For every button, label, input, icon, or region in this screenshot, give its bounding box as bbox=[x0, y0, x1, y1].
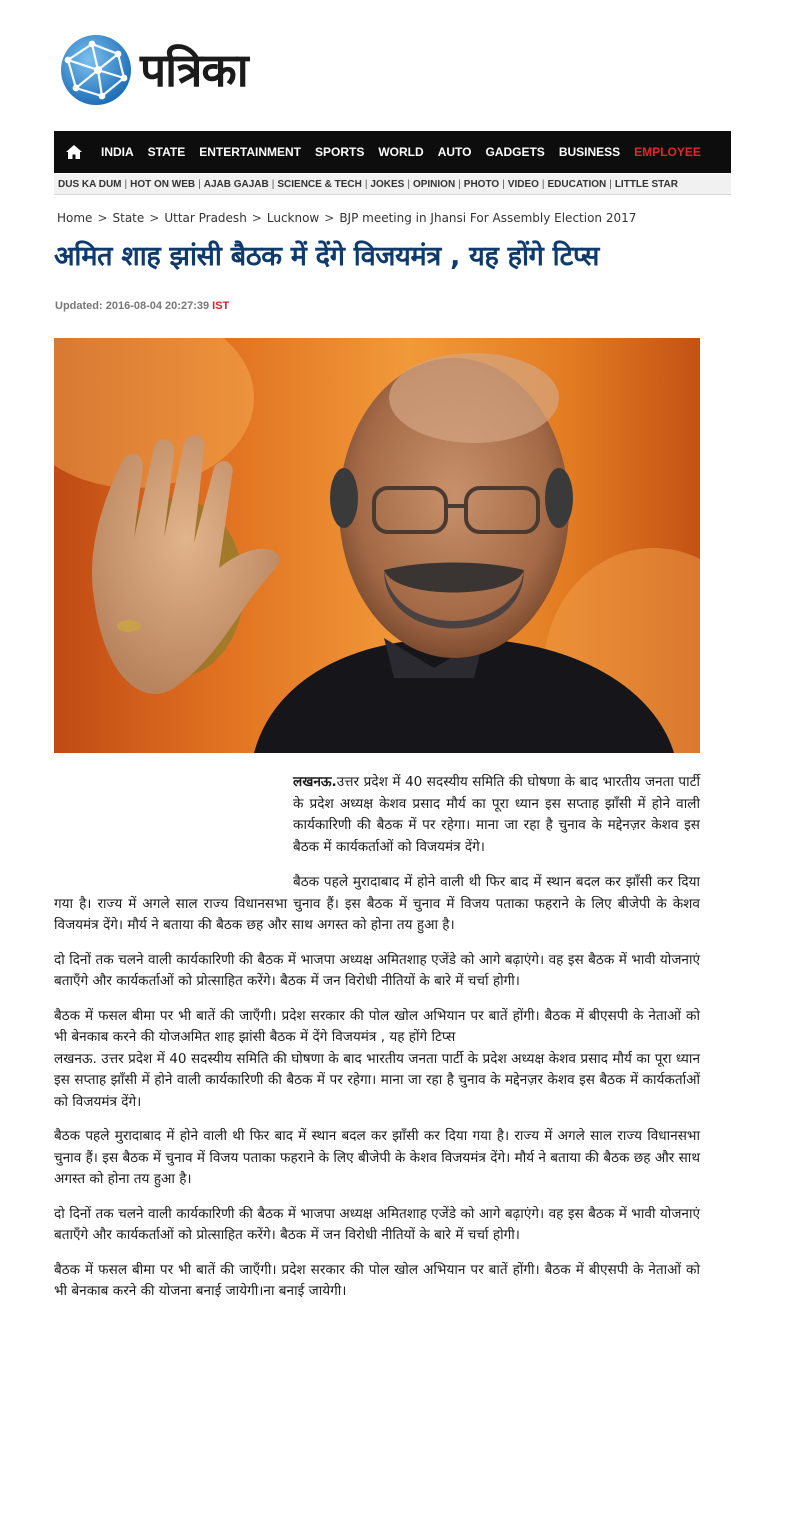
breadcrumb-separator: > bbox=[97, 211, 108, 225]
nav-business[interactable]: BUSINESS bbox=[558, 145, 621, 159]
lead-paragraph-block bbox=[54, 772, 700, 858]
subnav-separator: | bbox=[271, 178, 275, 190]
subnav-separator: | bbox=[609, 178, 612, 190]
politician-portrait-image bbox=[54, 338, 700, 753]
home-button[interactable] bbox=[54, 131, 94, 173]
subnav-separator: | bbox=[124, 178, 128, 190]
article-paragraph-text: लखनऊ. उत्तर प्रदेश में 40 सदस्यीय समिति की घोषणा के बाद भारतीय जनता पार्टी के प्रदेश अध्यक्ष केशव प्रसाद मौर्य का पूरा ध्यान इस सप्ताह झाँसी में होने वाली कार्यकारिणी की बैठक में पर रहेगा। माना जा रहा है चुनाव के मद्देनज़र केशव इस बैठक में कार्यकर्ताओं को विजयमंत्र देंगे। bbox=[54, 1050, 700, 1110]
subnav-video[interactable]: VIDEO bbox=[507, 178, 539, 190]
nav-state[interactable]: STATE bbox=[147, 145, 186, 159]
nav-entertainment[interactable]: ENTERTAINMENT bbox=[199, 145, 302, 159]
subnav-opinion[interactable]: OPINION bbox=[412, 178, 456, 190]
breadcrumb bbox=[57, 211, 636, 225]
updated-timezone: IST bbox=[212, 300, 230, 312]
article-paragraph: बैठक पहले मुरादाबाद में होने वाली थी फिर बाद में स्थान बदल कर झाँसी कर दिया गया है। राज्य में अगले साल राज्य विधानसभा चुनाव हैं। इस बैठक में चुनाव में विजय पताका फहराने के लिए बीजेपी के केशव विजयमंत्र देंगे। मौर्य ने बताया की बैठक छह और साथ अगस्त को होना तय हुआ है। bbox=[54, 874, 700, 933]
article-paragraph: दो दिनों तक चलने वाली कार्यकारिणी की बैठक में भाजपा अध्यक्ष अमितशाह एजेंडे को आगे बढ़ाएंगे। वह इस बैठक में भावी योजनाएं बताएँगे और कार्यकर्ताओं को प्रोत्साहित करेंगे। बैठक में जन विरोधी नीतियों के बारे में चर्चा होगी। bbox=[54, 951, 700, 989]
breadcrumb-home[interactable]: Home bbox=[57, 211, 93, 225]
logo-wordmark: पत्रिका bbox=[140, 43, 248, 97]
article-body bbox=[54, 772, 700, 1316]
breadcrumb-separator: > bbox=[149, 211, 160, 225]
breadcrumb-separator: > bbox=[251, 211, 262, 225]
article-paragraph: बैठक पहले मुरादाबाद में होने वाली थी फिर बाद में स्थान बदल कर झाँसी कर दिया गया है। राज्य में अगले साल राज्य विधानसभा चुनाव हैं। इस बैठक में चुनाव में विजय पताका फहराने के लिए बीजेपी के केशव विजयमंत्र देंगे। मौर्य ने बताया की बैठक छह और साथ अगस्त को होना तय हुआ है। bbox=[54, 1128, 701, 1187]
nav-employee[interactable]: EMPLOYEE bbox=[634, 145, 701, 159]
nav-auto[interactable]: AUTO bbox=[437, 145, 472, 159]
article-paragraph-text: बैठक में फसल बीमा पर भी बातें की जाएँगी। प्रदेश सरकार की पोल खोल अभियान पर बातें होंगी। बैठक में बीएसपी के नेताओं को भी बेनकाब करने की योजअमित शाह झांसी बैठक में देंगे विजयमंत्र , यह होंगे टिप्स bbox=[54, 1007, 700, 1045]
updated-label: Updated: bbox=[55, 300, 103, 312]
subnav-hot-on-web[interactable]: HOT ON WEB bbox=[130, 178, 196, 190]
article-paragraph: दो दिनों तक चलने वाली कार्यकारिणी की बैठक में भाजपा अध्यक्ष अमितशाह एजेंडे को आगे बढ़ाएंगे। वह इस बैठक में भावी योजनाएं बताएँगे और कार्यकर्ताओं को प्रोत्साहित करेंगे। बैठक में जन विरोधी नीतियों के बारे में चर्चा होगी। bbox=[54, 1205, 700, 1243]
main-navigation bbox=[54, 131, 731, 173]
nav-gadgets[interactable]: GADGETS bbox=[485, 145, 545, 159]
subnav-photo[interactable]: PHOTO bbox=[463, 178, 500, 190]
site-logo[interactable] bbox=[58, 32, 248, 108]
breadcrumb-uttar-pradesh[interactable]: Uttar Pradesh bbox=[164, 211, 247, 225]
subnav-ajab-gajab[interactable]: AJAB GAJAB bbox=[203, 178, 269, 190]
nav-world[interactable]: WORLD bbox=[378, 145, 424, 159]
subnav-separator: | bbox=[364, 178, 368, 190]
article-paragraph bbox=[293, 772, 700, 858]
article-photo bbox=[54, 338, 700, 753]
subnav-separator: | bbox=[541, 178, 545, 190]
nav-india[interactable]: INDIA bbox=[101, 145, 134, 159]
lead-paragraph-text: उत्तर प्रदेश में 40 सदस्यीय समिति की घोषणा के बाद भारतीय जनता पार्टी के प्रदेश अध्यक्ष केशव प्रसाद मौर्य का पूरा ध्यान इस सप्ताह झाँसी में होने वाली कार्यकारिणी की बैठक में पर रहेगा। माना जा रहा है चुनाव के मद्देनज़र केशव इस बैठक में कार्यकर्ताओं को विजयमंत्र देंगे। bbox=[293, 774, 700, 855]
subnav-separator: | bbox=[458, 178, 461, 190]
sub-navigation bbox=[54, 174, 731, 195]
updated-timestamp bbox=[55, 300, 229, 312]
subnav-little-star[interactable]: LITTLE STAR bbox=[614, 178, 678, 190]
breadcrumb-separator: > bbox=[324, 211, 335, 225]
breadcrumb-state[interactable]: State bbox=[112, 211, 145, 225]
nav-sports[interactable]: SPORTS bbox=[315, 145, 365, 159]
home-icon bbox=[65, 144, 83, 160]
globe-logo-icon bbox=[58, 32, 134, 108]
article-dateline: लखनऊ. bbox=[293, 774, 337, 790]
subnav-separator: | bbox=[407, 178, 410, 190]
subnav-separator: | bbox=[502, 178, 505, 190]
subnav-dus-ka-dum[interactable]: DUS KA DUM bbox=[58, 178, 122, 190]
subnav-separator: | bbox=[198, 178, 201, 190]
article-paragraph bbox=[54, 1006, 700, 1114]
article-paragraph: बैठक में फसल बीमा पर भी बातें की जाएँगी। प्रदेश सरकार की पोल खोल अभियान पर बातें होंगी। बैठक में बीएसपी के नेताओं को भी बेनकाब करने की योजना बनाई जायेगी।ना बनाई जायेगी। bbox=[54, 1261, 700, 1299]
updated-datetime: 2016-08-04 20:27:39 bbox=[105, 300, 210, 312]
subnav-jokes[interactable]: JOKES bbox=[370, 178, 405, 190]
breadcrumb-lucknow[interactable]: Lucknow bbox=[266, 211, 320, 225]
subnav-education[interactable]: EDUCATION bbox=[547, 178, 607, 190]
subnav-science-tech[interactable]: SCIENCE & TECH bbox=[277, 178, 362, 190]
article-headline: अमित शाह झांसी बैठक में देंगे विजयमंत्र , यह होंगे टिप्स bbox=[54, 241, 600, 272]
breadcrumb-current: BJP meeting in Jhansi For Assembly Election 2017 bbox=[339, 211, 637, 225]
